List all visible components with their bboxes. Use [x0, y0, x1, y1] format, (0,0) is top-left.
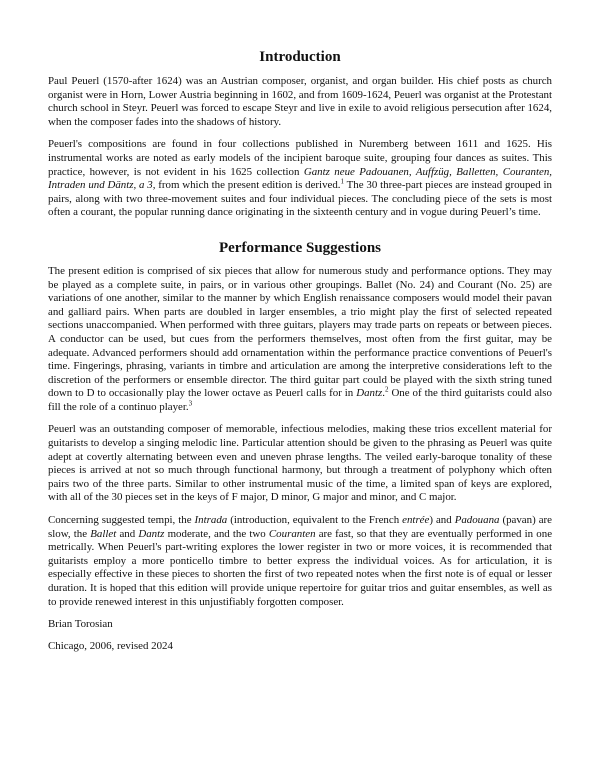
- text-run: from which the present edition is derived.: [155, 179, 341, 192]
- italic-term: Intrada: [194, 514, 228, 527]
- intro-paragraph-1: Paul Peuerl (1570-after 1624) was an Austrian composer, organist, and organ builder. His chief posts as church organist were in Horn, Lower Austria beginning in 1602, and from 1609-1624, Peuerl was organist at the Protestant church school in Steyr. Peuerl was forced to escape Steyr and live in exile to avoid religious persecution after 1624, when the composer fades into the shadows of history.: [48, 75, 552, 128]
- footnote-ref-2: 2: [384, 385, 389, 394]
- text-run: The present edition is comprised of six pieces that allow for numerous study and performance options. They may be played as a complete suite, in pairs, or in various other groupings. Ballet (No. 24) and Courant (No. 25) are variations of one another, similar to the manner by which English renaissance composers would model their pavan and galliard pairs. When parts are doubled in larger ensembles, a trio might play the first of selected repeated sections unaccompanied. When performed with three guitars, players may trade parts on repeats or between pieces. A conductor can be used, but cues from the performers themselves, most often from the first guitar, may be adequate. Advanced performers should add ornamentation within the performance practice conventions of Peuerl's time. Fingerings, phrasing, variants in timbre and articulation are among the interpretive considerations left to the discretion of the performers or ensemble director. The third guitar part could be played with the sixth string tuned down to D to occasionally play the lower octave as Peuerl calls for in: [48, 264, 552, 400]
- text-run: One of the third guitarists could also fill the role of a continuo player.: [48, 387, 552, 413]
- italic-term: Couranten: [268, 527, 316, 540]
- italic-term: Dantz: [138, 527, 165, 540]
- italic-term: entrée: [402, 514, 430, 527]
- text-run: .: [382, 387, 385, 400]
- text-run: Peuerl's compositions are found in four collections published in Nuremberg between 1611 and 1625. His instrumental works are noted as early models of the incipient baroque suite, grouping four dances as suites. This practice, however, is not evident in his 1625 collection: [48, 138, 552, 178]
- text-run: (introduction, equivalent to the French: [227, 514, 403, 527]
- author-name: Brian Torosian: [48, 618, 113, 631]
- performance-paragraph-3: [48, 514, 552, 609]
- performance-paragraph-2: Peuerl was an outstanding composer of memorable, infectious melodies, making these trios excellent material for guitarists to develop a singing melodic line. Particular attention should be given to the phrasing as Peuerl was quite adept at covertly alternating between even and uneven phrase lengths. The veiled early-baroque tonality of these pieces is arrived at not so much through functional harmony, but through a treatment of polyphony which often pairs two of the three parts. Similar to other instrumental music of the time, a limited span of keys are explored, with all of the 30 pieces set in the keys of F major, D minor, G major and minor, and C major.: [48, 423, 552, 504]
- text-run: (pavan) are slow, the: [48, 514, 552, 540]
- text-run: and: [116, 527, 139, 540]
- text-run: ) and: [429, 514, 455, 527]
- page-content: [48, 48, 552, 661]
- footnote-ref-3: 3: [188, 399, 193, 408]
- text-run: The 30 three-part pieces are instead grouped in pairs, along with two three-movement suites and four individual pieces. The concluding piece of the sets is most often a courant, the popular running dance originating in the sixteenth century and in vogue during Peuerl’s time.: [48, 179, 552, 219]
- footnote-ref-1: 1: [340, 177, 345, 186]
- place-date: Chicago, 2006, revised 2024: [48, 639, 173, 652]
- italic-term: Ballet: [90, 527, 117, 540]
- performance-paragraph-1: [48, 265, 552, 415]
- italic-term: Dantz: [356, 387, 383, 400]
- intro-paragraph-2: [48, 138, 552, 220]
- performance-heading: Performance Suggestions: [218, 239, 382, 256]
- text-run: moderate, and the two: [164, 527, 269, 540]
- text-run: are fast, so that they are eventually performed in one metrically. When Peuerl's part-writing explores the lower register in two or more voices, it is recommended that guitarists employ a more ponticello timbre to better express the individual voices. As for articulation, it is especially effective in these pieces to shorten the first of two repeated notes when the first note is of equal or lesser duration. It is hoped that this edition will provide unique repertoire for guitar trios and guitar ensembles, as well as to provide renewed interest in this unjustifiably forgotten composer.: [48, 527, 553, 608]
- text-run: Concerning suggested tempi, the: [48, 514, 195, 527]
- italic-term: Padouana: [454, 514, 500, 527]
- collection-title: Gantz neue Padouanen, Auffzüg, Balletten, Couranten, Intraden und Däntz, a 3,: [48, 165, 552, 192]
- introduction-heading: Introduction: [259, 49, 341, 65]
